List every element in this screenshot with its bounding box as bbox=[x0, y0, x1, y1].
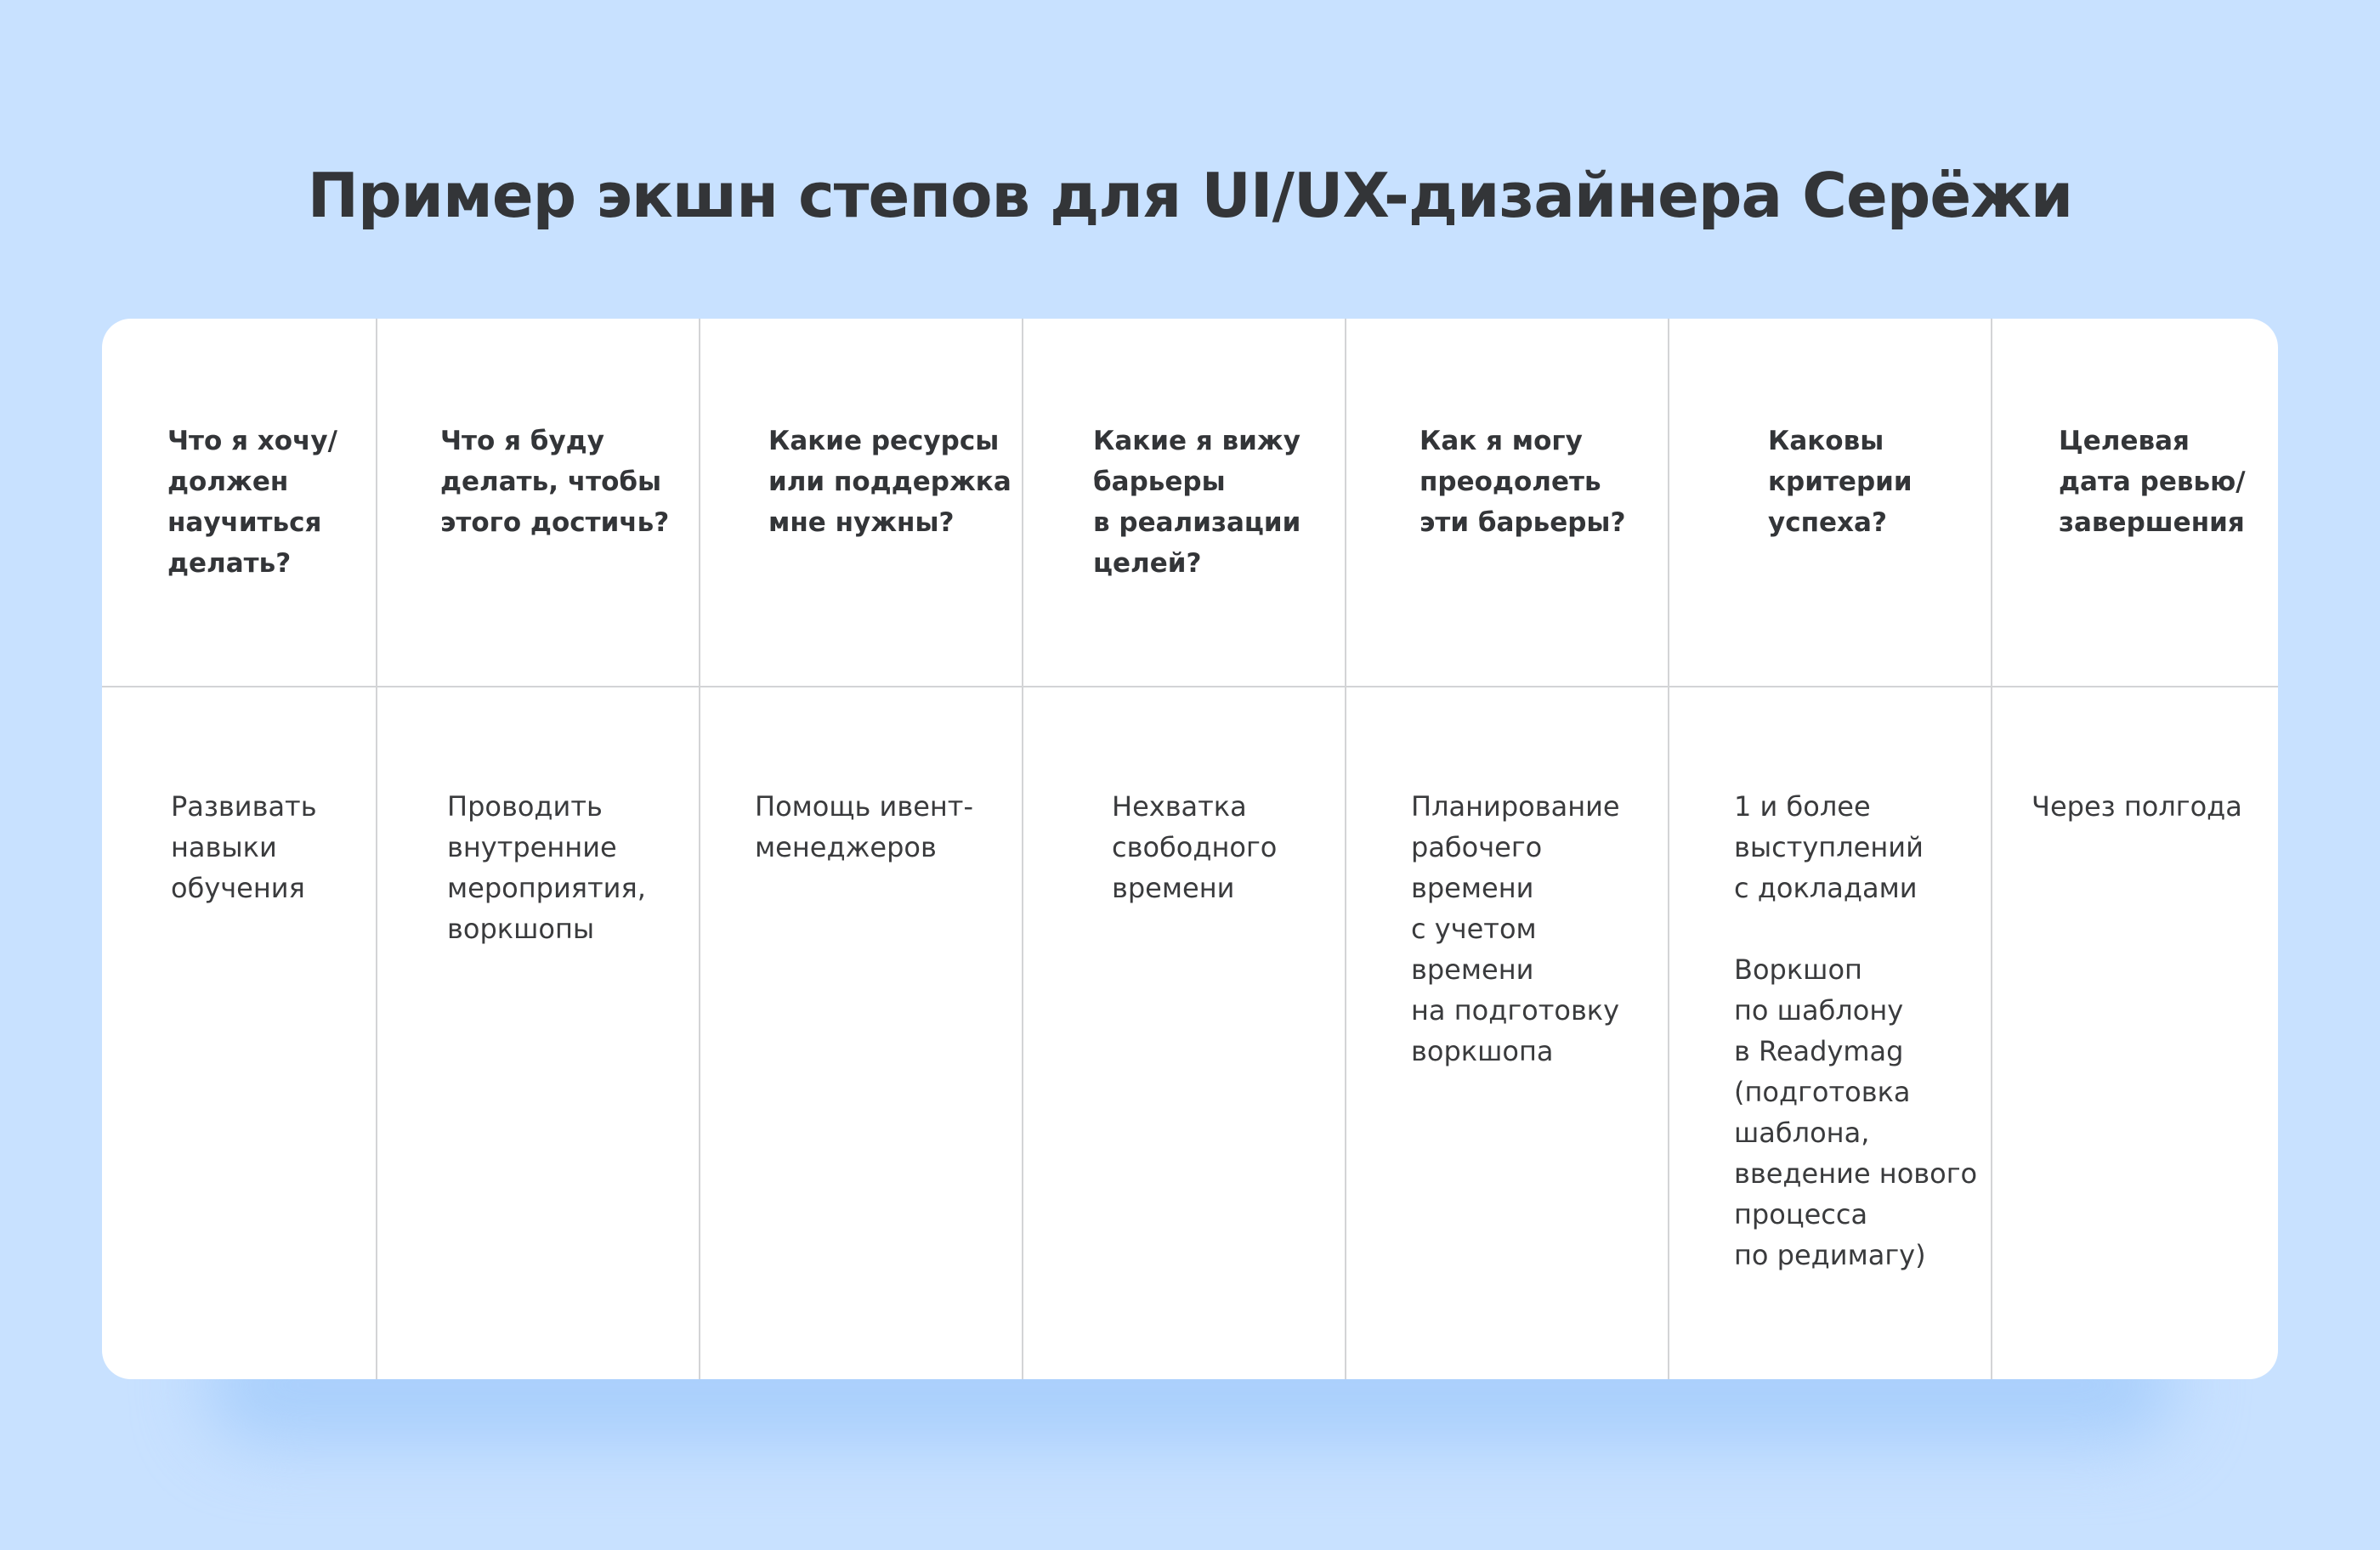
column-divider bbox=[699, 319, 700, 1379]
column-divider bbox=[1022, 319, 1023, 1379]
table-cell-goal: Развивать навыки обучения bbox=[171, 790, 317, 904]
table-cell-actions: Проводить внутренние мероприятия, воркшопы bbox=[447, 790, 646, 945]
column-divider bbox=[1345, 319, 1346, 1379]
column-divider bbox=[1991, 319, 1992, 1379]
header-cell-resources: Какие ресурсы или поддержка мне нужны? bbox=[768, 426, 1012, 538]
action-steps-table bbox=[102, 319, 2278, 1379]
table-cell-overcome: Планирование рабочего времени с учетом времени на подготовку воркшопа bbox=[1411, 790, 1620, 1067]
table-cell-target-date: Через полгода bbox=[2032, 790, 2242, 823]
row-divider bbox=[102, 686, 2278, 687]
table-cell-barriers: Нехватка свободного времени bbox=[1112, 790, 1278, 904]
header-cell-actions: Что я буду делать, чтобы этого достичь? bbox=[440, 426, 670, 538]
column-divider bbox=[376, 319, 377, 1379]
header-cell-barriers: Какие я вижу барьеры в реализации целей? bbox=[1093, 426, 1301, 579]
table-cell-success-criteria: 1 и более выступлений с докладами Воркшоп по шаблону в Readymag (подготовка шаблона, введение нового процесса по редимагу) bbox=[1734, 790, 1978, 1271]
header-cell-overcome: Как я могу преодолеть эти барьеры? bbox=[1420, 426, 1626, 538]
column-divider bbox=[1668, 319, 1669, 1379]
header-cell-target-date: Целевая дата ревью/ завершения bbox=[2059, 426, 2246, 538]
header-cell-success-criteria: Каковы критерии успеха? bbox=[1768, 426, 1912, 538]
page-title: Пример экшн степов для UI/UX-дизайнера Серёжи bbox=[307, 160, 2073, 231]
table-cell-resources: Помощь ивент- менеджеров bbox=[755, 790, 973, 863]
header-cell-goal: Что я хочу/ должен научиться делать? bbox=[167, 426, 337, 579]
